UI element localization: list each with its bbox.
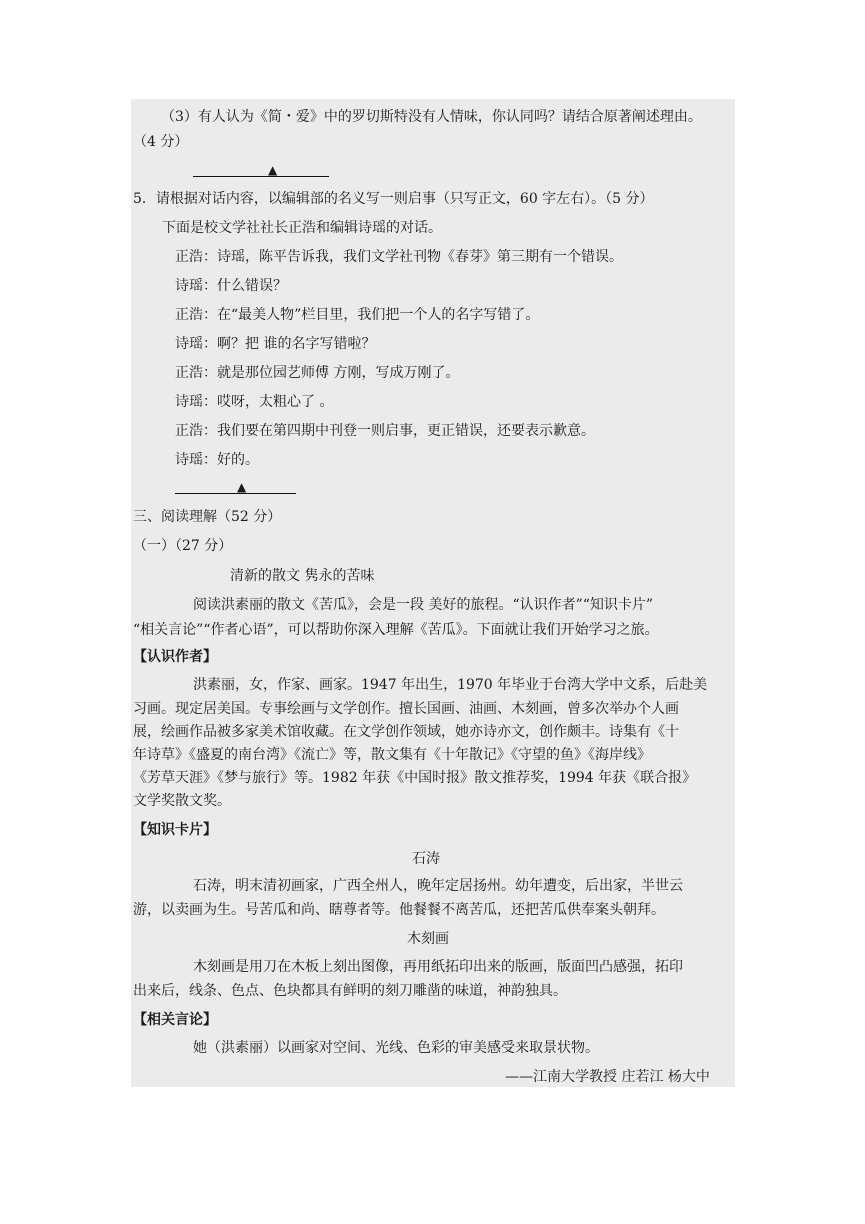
card-title-woodcut: 木刻画: [407, 931, 449, 947]
cards-heading: 【知识卡片】: [133, 822, 217, 838]
question-3-line1: （3）有人认为《简・爱》中的罗切斯特没有人情味，你认同吗？请结合原著阐述理由。: [161, 109, 702, 125]
dialogue-line: 诗瑶：好的。: [175, 452, 259, 468]
answer-triangle-q3: ▲: [268, 163, 278, 177]
card-woodcut-line: 出来后，线条、色点、色块都具有鲜明的刻刀雕凿的味道，神韵独具。: [133, 983, 567, 999]
author-paragraph-line: 洪素丽，女，作家、画家。1947 年出生，1970 年毕业于台湾大学中文系，后赴美: [193, 677, 708, 693]
card-shitao-line: 石涛，明末清初画家，广西全州人，晚年定居扬州。幼年遭变，后出家，半世云: [193, 878, 683, 894]
author-heading: 【认识作者】: [133, 649, 217, 665]
dialogue-line: 诗瑶：啊？把 谁的名字写错啦？: [175, 336, 376, 352]
answer-blank-q5: [175, 493, 296, 494]
card-woodcut-line: 木刻画是用刀在木板上刻出图像，再用纸拓印出来的版画，版面凹凸感强，拓印: [193, 959, 683, 975]
dialogue-line: 正浩：在“最美人物”栏目里，我们把一个人的名字写错了。: [175, 307, 540, 323]
article-title: 清新的散文 隽永的苦味: [230, 568, 375, 584]
card-shitao-line: 游，以卖画为生。号苦瓜和尚、瞎尊者等。他餐餐不离苦瓜，还把苦瓜供奉案头朝拜。: [133, 902, 665, 918]
comments-heading: 【相关言论】: [133, 1012, 217, 1028]
answer-triangle-q5: ▲: [237, 480, 247, 494]
dialogue-line: 诗瑶：哎呀，太粗心了 。: [175, 394, 334, 410]
author-paragraph-line: 文学奖散文奖。: [133, 793, 231, 809]
comments-attribution: ——江南大学教授 庄若江 杨大中: [505, 1069, 710, 1085]
section-3-part-1: （一）（27 分）: [133, 538, 233, 554]
dialogue-line: 正浩：我们要在第四期中刊登一则启事，更正错误，还要表示歉意。: [175, 423, 595, 439]
question-5-intro: 下面是校文学社社长正浩和编辑诗瑶的对话。: [162, 220, 442, 236]
answer-blank-q3: [193, 176, 329, 177]
dialogue-line: 正浩：就是那位园艺师傅 方刚，写成万刚了。: [175, 365, 460, 381]
card-title-shitao: 石涛: [412, 851, 440, 867]
comments-quote: 她（洪素丽）以画家对空间、光线、色彩的审美感受来取景状物。: [193, 1040, 599, 1056]
author-paragraph-line: 习画。现定居美国。专事绘画与文学创作。擅长国画、油画、木刻画，曾多次举办个人画: [133, 701, 679, 717]
article-intro-line1: 阅读洪素丽的散文《苦瓜》，会是一段 美好的旅程。“认识作者”“知识卡片”: [193, 597, 654, 613]
author-paragraph-line: 《芳草天涯》《梦与旅行》等。1982 年获《中国时报》散文推荐奖，1994 年获《联合报》: [133, 770, 697, 786]
question-3-line2: （4 分）: [133, 134, 189, 150]
question-5-prompt: 5．请根据对话内容，以编辑部的名义写一则启事（只写正文，60 字左右）。（5 分）: [133, 191, 654, 207]
dialogue-line: 正浩：诗瑶，陈平告诉我，我们文学社刊物《春芽》第三期有一个错误。: [175, 249, 623, 265]
dialogue-line: 诗瑶：什么错误？: [175, 278, 287, 294]
section-3-heading: 三、阅读理解（52 分）: [133, 509, 282, 525]
author-paragraph-line: 展，绘画作品被多家美术馆收藏。在文学创作领域，她亦诗亦文，创作颇丰。诗集有《十: [133, 724, 679, 740]
author-paragraph-line: 年诗草》《盛夏的南台湾》《流亡》等，散文集有《十年散记》《守望的鱼》《海岸线》: [133, 747, 651, 763]
article-intro-line2: “相关言论”“作者心语”，可以帮助你深入理解《苦瓜》。下面就让我们开始学习之旅。: [133, 622, 659, 638]
